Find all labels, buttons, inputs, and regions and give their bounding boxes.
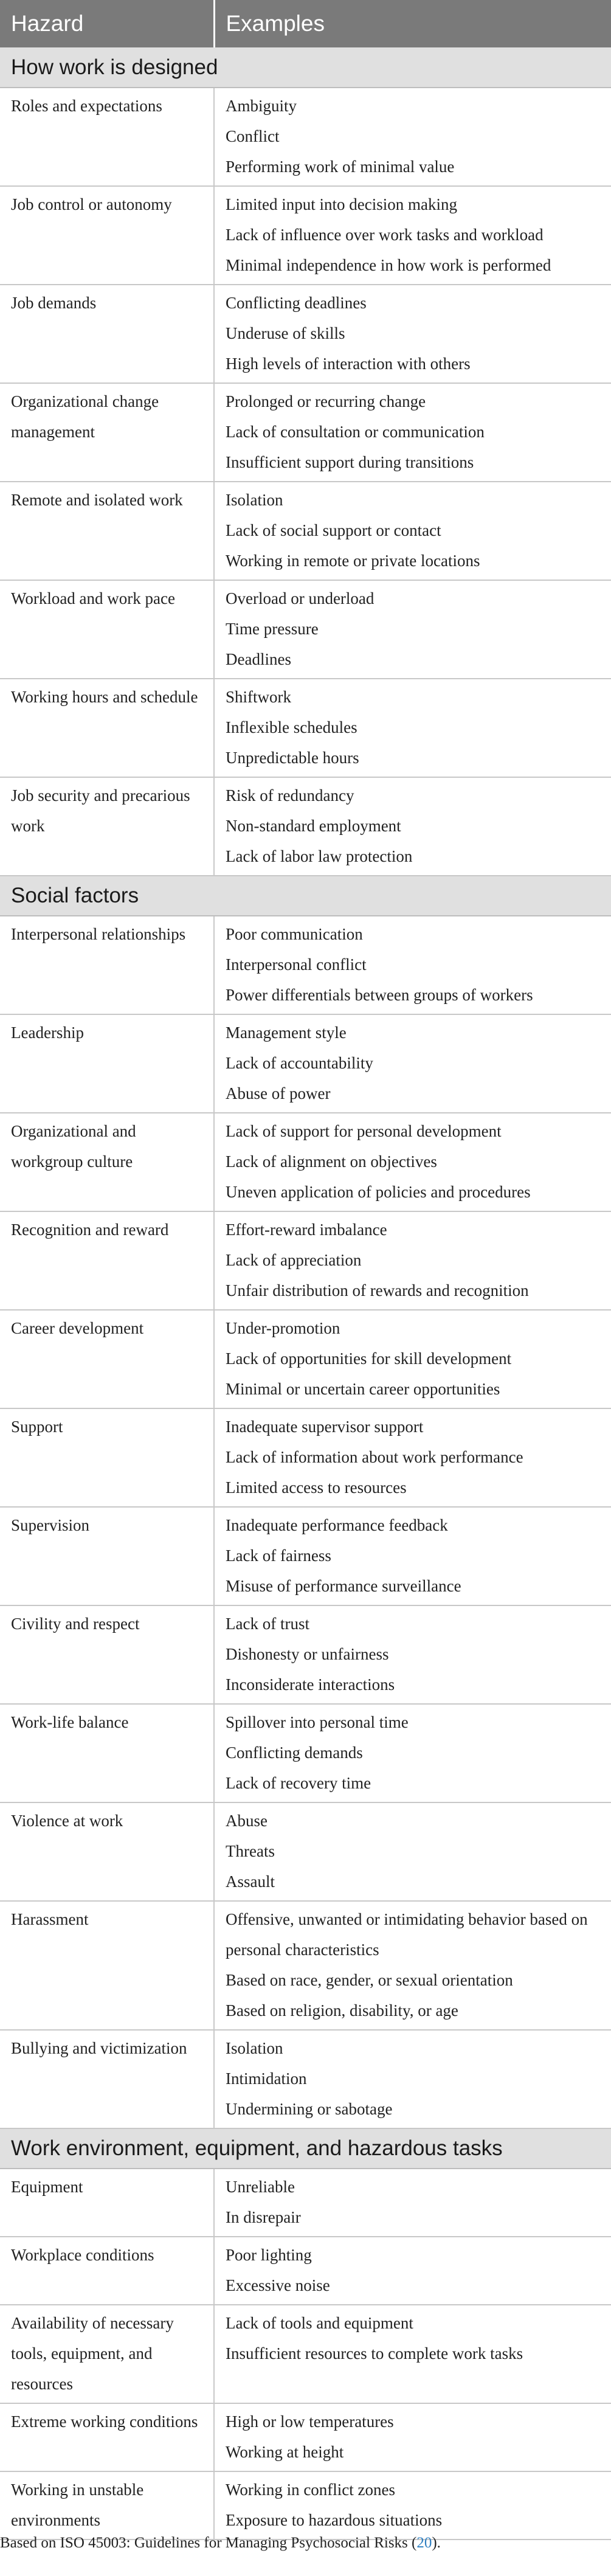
example-item: High or low temperatures [226,2412,394,2431]
examples-cell [214,777,611,876]
table-row [0,1507,611,1605]
example-item: Threats [226,1842,275,1860]
hazard-cell: Extreme working conditions [0,2403,214,2471]
example-item: Insufficient resources to complete work tasks [226,2344,523,2363]
table-row [0,2403,611,2471]
hazard-cell: Leadership [0,1014,214,1113]
examples-cell [214,2237,611,2305]
example-item: Isolation [226,2039,283,2057]
example-item: Lack of fairness [226,1546,331,1565]
example-item: Effort-reward imbalance [226,1220,387,1239]
examples-cell [214,186,611,285]
examples-cell [214,1014,611,1113]
table-row [0,383,611,482]
hazard-cell: Civility and respect [0,1605,214,1704]
example-item: Unpredictable hours [226,749,359,767]
example-item: Lack of tools and equipment [226,2314,413,2332]
example-item: Working in conflict zones [226,2481,396,2499]
table-row [0,186,611,285]
example-item: Lack of trust [226,1615,309,1633]
example-item: Working at height [226,2443,344,2461]
example-item: Deadlines [226,650,291,668]
example-item: Excessive noise [226,2276,330,2294]
table-row [0,1605,611,1704]
table-row [0,285,611,383]
example-item: Lack of influence over work tasks and workload [226,226,544,244]
table-row [0,679,611,777]
table-row [0,1211,611,1310]
hazard-cell: Job control or autonomy [0,186,214,285]
table-row [0,2030,611,2128]
table-row [0,777,611,876]
table-footnote [0,2535,441,2552]
example-item: Undermining or sabotage [226,2100,393,2118]
header-examples: Examples [214,0,611,47]
examples-cell [214,383,611,482]
hazard-cell: Remote and isolated work [0,482,214,580]
examples-cell [214,2471,611,2540]
examples-cell [214,285,611,383]
example-item: Intimidation [226,2069,307,2088]
table-row [0,2471,611,2540]
example-item: Poor lighting [226,2246,312,2264]
example-item: Unfair distribution of rewards and recognition [226,1281,529,1300]
example-item: Poor communication [226,925,363,943]
example-item: Inadequate supervisor support [226,1418,424,1436]
example-item: Inconsiderate interactions [226,1675,395,1694]
example-item: Dishonesty or unfairness [226,1645,389,1663]
examples-cell [214,679,611,777]
hazard-cell: Harassment [0,1901,214,2030]
hazard-cell: Working in unstable environments [0,2471,214,2540]
example-item: Lack of support for personal development [226,1122,502,1140]
section-title: Work environment, equipment, and hazardous tasks [0,2128,611,2169]
example-item: Working in remote or private locations [226,552,480,570]
hazard-cell: Support [0,1408,214,1507]
hazard-cell: Roles and expectations [0,88,214,186]
table-row [0,1014,611,1113]
examples-cell [214,2030,611,2128]
examples-cell [214,1901,611,2030]
table-row [0,1113,611,1211]
table-row [0,2169,611,2237]
examples-cell [214,1211,611,1310]
hazard-cell: Job security and precarious work [0,777,214,876]
hazard-cell: Workplace conditions [0,2237,214,2305]
example-item: Based on religion, disability, or age [226,2001,458,2020]
example-item: Lack of information about work performance [226,1448,523,1466]
examples-cell [214,2403,611,2471]
example-item: In disrepair [226,2208,301,2226]
table-row [0,1802,611,1901]
table-row [0,88,611,186]
header-row [0,0,611,47]
table-row [0,2305,611,2403]
examples-cell [214,1113,611,1211]
example-item: Minimal or uncertain career opportunities [226,1380,500,1398]
example-item: High levels of interaction with others [226,355,471,373]
example-item: Lack of recovery time [226,1774,371,1792]
hazard-cell: Organizational change management [0,383,214,482]
example-item: Abuse [226,1812,268,1830]
examples-cell [214,88,611,186]
example-item: Uneven application of policies and procedures [226,1183,531,1201]
examples-cell [214,1310,611,1408]
hazard-cell: Availability of necessary tools, equipment, and resources [0,2305,214,2403]
example-item: Misuse of performance surveillance [226,1577,461,1595]
example-item: Minimal independence in how work is performed [226,256,551,274]
example-item: Power differentials between groups of workers [226,986,533,1004]
examples-cell [214,580,611,679]
table-row [0,1901,611,2030]
example-item: Interpersonal conflict [226,955,367,974]
hazard-cell: Bullying and victimization [0,2030,214,2128]
example-item: Overload or underload [226,589,375,608]
example-item: Underuse of skills [226,324,345,342]
hazard-cell: Working hours and schedule [0,679,214,777]
examples-cell [214,1408,611,1507]
table-row [0,916,611,1014]
examples-cell [214,2305,611,2403]
table-header [0,0,611,47]
table-row [0,580,611,679]
example-item: Lack of appreciation [226,1251,362,1269]
table-row [0,2237,611,2305]
hazard-cell: Interpersonal relationships [0,916,214,1014]
examples-cell [214,1507,611,1605]
examples-cell [214,916,611,1014]
example-item: Performing work of minimal value [226,158,455,176]
example-item: Assault [226,1872,275,1891]
example-item: Lack of opportunities for skill development [226,1349,512,1368]
hazard-cell: Job demands [0,285,214,383]
example-item: Prolonged or recurring change [226,392,426,410]
example-item: Management style [226,1023,347,1042]
hazard-cell: Career development [0,1310,214,1408]
examples-cell [214,2169,611,2237]
footnote-text-end: ). [432,2535,441,2551]
example-item: Ambiguity [226,97,297,115]
table-row [0,1704,611,1802]
example-item: Lack of labor law protection [226,847,413,865]
hazard-cell: Violence at work [0,1802,214,1901]
hazard-cell: Supervision [0,1507,214,1605]
example-item: Lack of accountability [226,1054,373,1072]
hazard-cell: Equipment [0,2169,214,2237]
example-item: Lack of alignment on objectives [226,1152,437,1171]
example-item: Limited access to resources [226,1478,407,1497]
section-title: How work is designed [0,47,611,88]
section-row [0,47,611,88]
table-body [0,47,611,2540]
examples-cell [214,1802,611,1901]
section-row [0,2128,611,2169]
example-item: Isolation [226,491,283,509]
example-item: Risk of redundancy [226,786,354,805]
table-row [0,1310,611,1408]
hazard-cell: Work-life balance [0,1704,214,1802]
header-hazard: Hazard [0,0,214,47]
example-item: Lack of social support or contact [226,521,441,539]
table-row [0,1408,611,1507]
example-item: Spillover into personal time [226,1713,409,1731]
examples-cell [214,1704,611,1802]
hazard-cell: Workload and work pace [0,580,214,679]
example-item: Offensive, unwanted or intimidating behavior based on personal characteristics [226,1910,588,1959]
example-item: Time pressure [226,620,319,638]
example-item: Shiftwork [226,688,291,706]
section-title: Social factors [0,876,611,916]
example-item: Conflict [226,127,280,145]
example-item: Lack of consultation or communication [226,423,485,441]
example-item: Exposure to hazardous situations [226,2511,443,2529]
example-item: Non-standard employment [226,817,401,835]
example-item: Abuse of power [226,1084,331,1103]
example-item: Unreliable [226,2178,295,2196]
example-item: Limited input into decision making [226,195,457,213]
example-item: Conflicting deadlines [226,294,367,312]
example-item: Under-promotion [226,1319,340,1337]
footnote-text: Based on ISO 45003: Guidelines for Managing Psychosocial Risks ( [0,2535,417,2551]
example-item: Insufficient support during transitions [226,453,474,471]
example-item: Based on race, gender, or sexual orientation [226,1971,513,1989]
examples-cell [214,1605,611,1704]
hazard-cell: Organizational and workgroup culture [0,1113,214,1211]
example-item: Inadequate performance feedback [226,1516,448,1534]
example-item: Inflexible schedules [226,718,357,736]
example-item: Conflicting demands [226,1743,363,1762]
reference-link[interactable]: 20 [416,2535,432,2551]
table-row [0,482,611,580]
section-row [0,876,611,916]
hazard-cell: Recognition and reward [0,1211,214,1310]
examples-cell [214,482,611,580]
